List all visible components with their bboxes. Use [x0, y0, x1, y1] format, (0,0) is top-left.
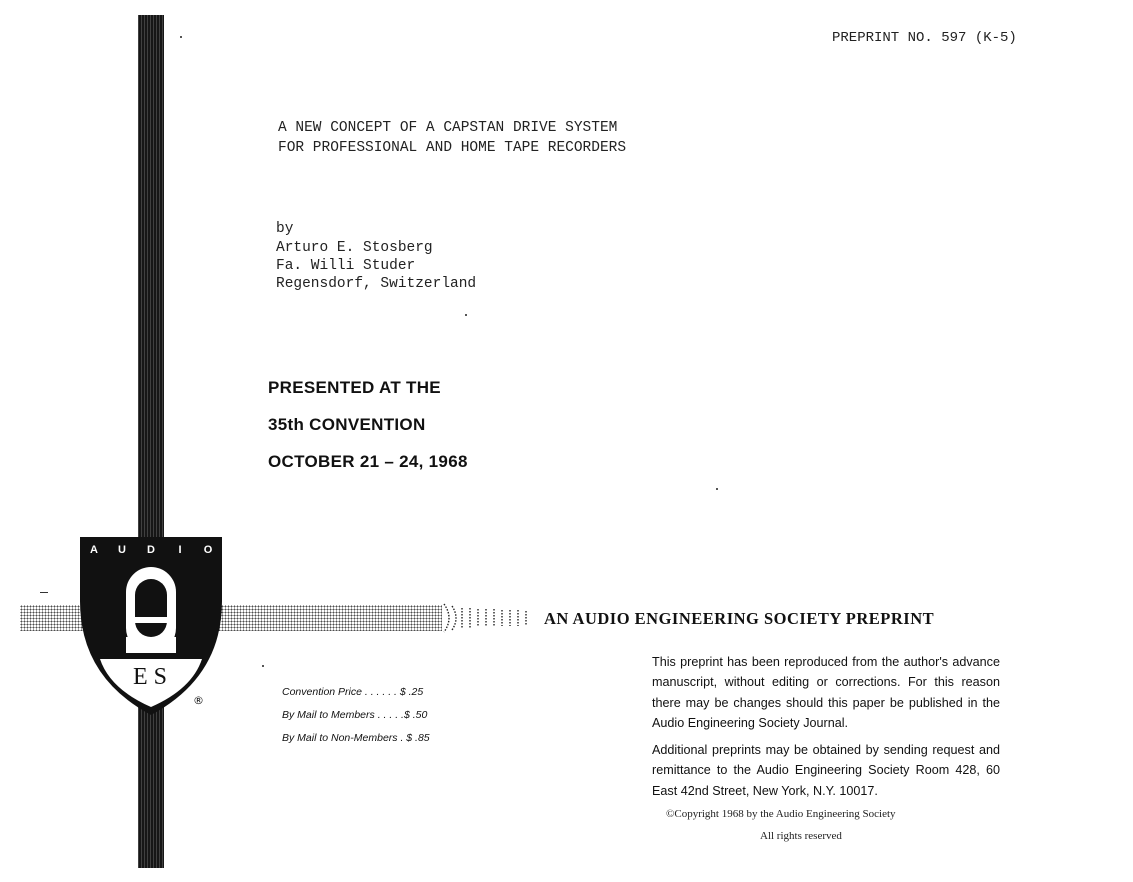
convention-line: 35th CONVENTION — [268, 415, 426, 434]
author-location: Regensdorf, Switzerland — [276, 276, 477, 292]
vertical-bar-bottom — [138, 700, 164, 868]
logo-letter-o: O — [203, 544, 213, 556]
society-preprint-banner: AN AUDIO ENGINEERING SOCIETY PREPRINT — [544, 609, 935, 628]
price-mail-non-members: By Mail to Non-Members . $ .85 — [282, 732, 430, 744]
logo-letter-a: A — [90, 544, 98, 556]
paper-title-line-2: FOR PROFESSIONAL AND HOME TAPE RECORDERS — [278, 140, 627, 156]
preprint-number: PREPRINT NO. 597 (K-5) — [832, 30, 1017, 46]
author-company: Fa. Willi Studer — [276, 258, 416, 274]
tick-mark — [40, 592, 48, 593]
logo-es-text: ES — [133, 664, 174, 690]
scan-speck — [180, 36, 182, 38]
vertical-bar-top — [138, 15, 164, 555]
copyright-line: ©Copyright 1968 by the Audio Engineering Society — [666, 808, 896, 820]
price-mail-members: By Mail to Members . . . . .$ .50 — [282, 709, 428, 721]
price-convention: Convention Price . . . . . . $ .25 — [282, 686, 424, 698]
convention-date-line: OCTOBER 21 – 24, 1968 — [268, 452, 468, 471]
scan-speck — [262, 665, 264, 667]
logo-letter-u: U — [118, 544, 126, 556]
notice-paragraph-2: Additional preprints may be obtained by sending request and remittance to the Audio Engineering Society Room 428, 60 East 42nd Street, New York, N.Y. 10017. — [652, 743, 1000, 798]
scan-speck — [465, 314, 467, 316]
author-name: Arturo E. Stosberg — [276, 240, 433, 256]
notice-paragraph-1: This preprint has been reproduced from the author's advance manuscript, without editing or corrections. For this reason there may be changes should this paper be published in the Audio Engineering Society Journal. — [652, 655, 1000, 730]
rights-reserved: All rights reserved — [760, 830, 842, 842]
presented-at-line: PRESENTED AT THE — [268, 378, 441, 397]
dotted-band-right — [212, 605, 442, 631]
registered-mark: ® — [193, 694, 204, 707]
band-fade-ripples — [440, 600, 530, 636]
logo-letter-i: I — [178, 544, 182, 556]
by-label: by — [276, 221, 294, 237]
scan-speck — [716, 488, 718, 490]
logo-letter-d: D — [147, 544, 155, 556]
paper-title-line-1: A NEW CONCEPT OF A CAPSTAN DRIVE SYSTEM — [278, 120, 618, 136]
